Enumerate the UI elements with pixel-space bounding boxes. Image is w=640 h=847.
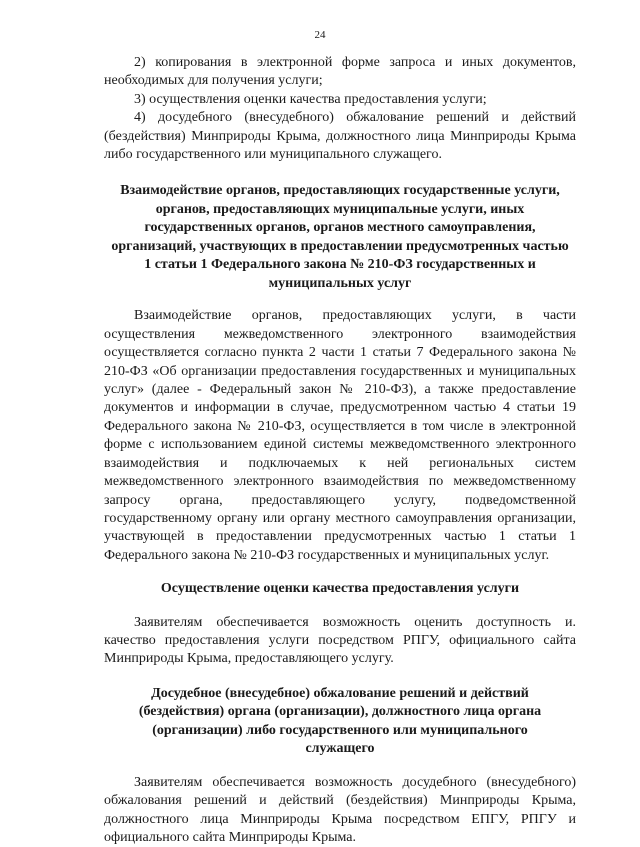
section-body-appeal: Заявителям обеспечивается возможность досудебного (внесудебного) обжалования решений и действий (бездействия) Минприроды Крыма, должностного лица Минприроды Крыма посредством ЕПГУ, РПГУ и официального сайта Минприроды Крыма. [104, 774, 576, 846]
list-item-copying: 2) копирования в электронной форме запроса и иных документов, необходимых для получения услуги; [104, 55, 576, 89]
section-body-interaction: Взаимодействие органов, предоставляющих услуги, в части осуществления межведомственного электронного взаимодействия осуществляется согласно пункта 2 части 1 статьи 7 Федерального закона № 210-ФЗ «Об организации предоставления государственных и муниципальных услуг» (далее - Федеральный закон № 210-ФЗ), а также предоставление документов и информации в случае, предусмотренном частью 4 статьи 19 Федерального закона № 210-ФЗ, осуществляется в том числе в электронной форме с использованием единой системы межведомственного электронного взаимодействия и подключаемых к ней региональных систем межведомственного электронного взаимодействия по межведомственному запросу органа, предоставляющего услугу, подведомственной государственному органу или органу местного самоуправления организации, участвующей в предоставлении предусмотренных частью 1 статьи 1 Федерального закона № 210-ФЗ государственных и муниципальных услуг. [104, 308, 576, 563]
section-heading-appeal: Досудебное (внесудебное) обжалование решений и действий (бездействия) органа (организации), должностного лица органа (организации) либо государственного или муниципального служащего [138, 685, 542, 757]
page-number: 24 [314, 29, 326, 41]
section-heading-quality: Осуществление оценки качества предоставления услуги [160, 581, 520, 597]
section-body-quality: Заявителям обеспечивается возможность оценить доступность и. качество предоставления услуги посредством РПГУ, официального сайта Минприроды Крыма, предоставляющего услугу. [104, 614, 576, 667]
list-item-quality-assessment: 3) осуществления оценки качества предоставления услуги; [134, 91, 487, 107]
section-heading-interaction: Взаимодействие органов, предоставляющих государственные услуги, органов, предоставляющих муниципальные услуги, иных государственных органов, органов местного самоуправления, организаций, участвующих в предоставлении предусмотренных частью 1 статьи 1 Федерального закона № 210-ФЗ государственных и муниципальных услуг [111, 183, 569, 291]
document-body [104, 54, 576, 847]
list-item-pretrial-appeal: 4) досудебного (внесудебного) обжалование решений и действий (бездействия) Минприроды Крыма, должностного лица Минприроды Крыма либо государственного или муниципального служащего. [104, 110, 576, 163]
